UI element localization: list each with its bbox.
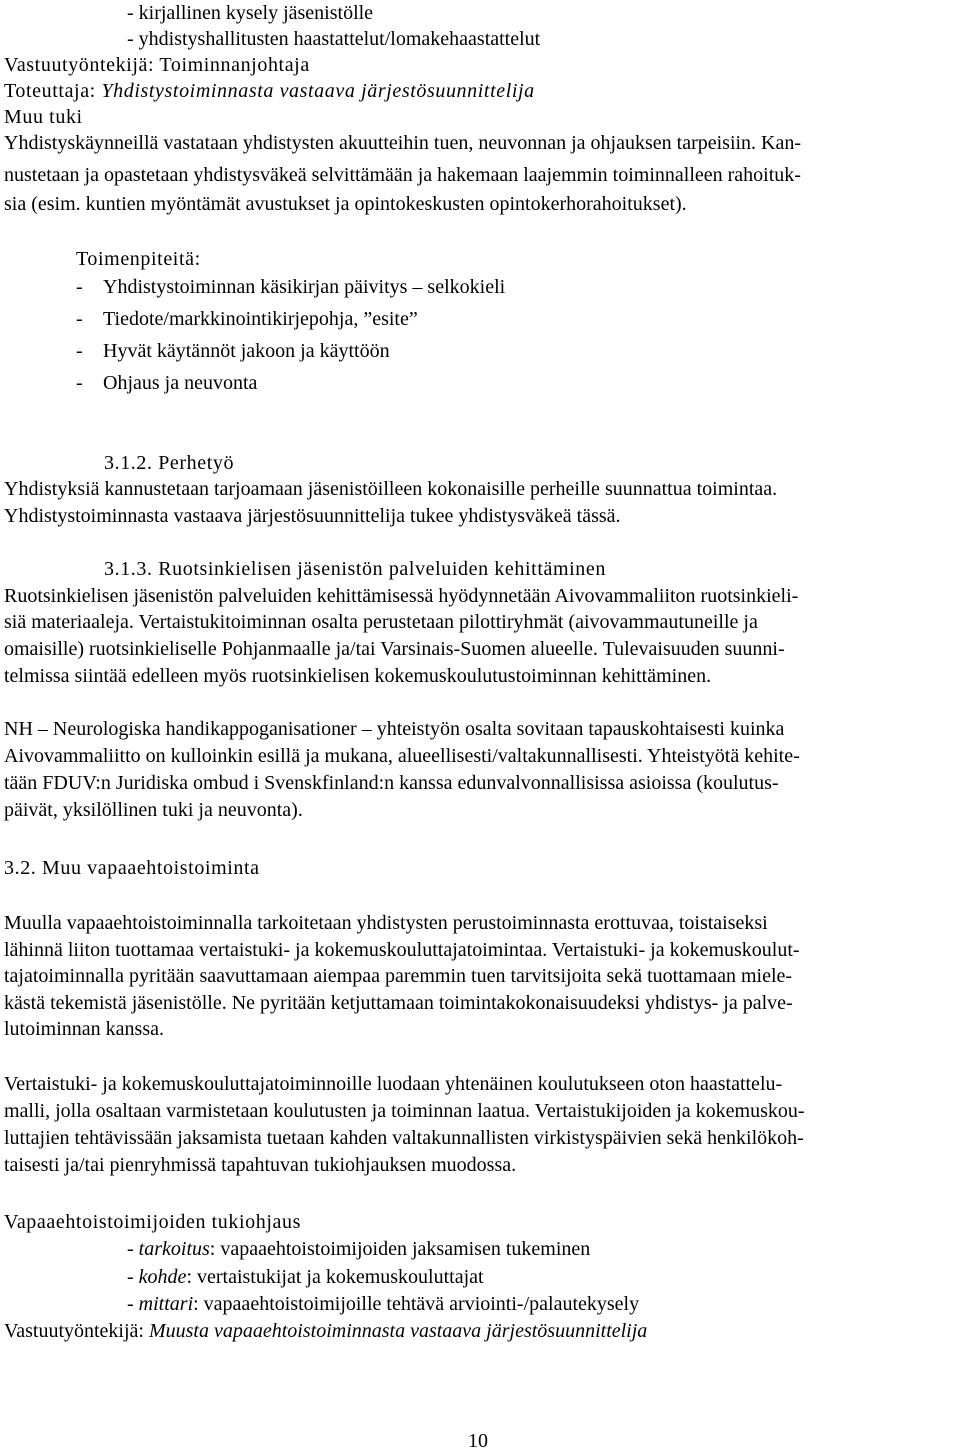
italic-term: tarkoitus [138, 1238, 210, 1260]
italic-term: kohde [138, 1266, 187, 1288]
text-line: Vastuutyöntekijä: Toiminnanjohtaja [4, 54, 310, 76]
text-line: telmissa siintää edelleen myös ruotsinkielisen kokemuskoulutustoiminnan kehittäminen. [4, 665, 712, 687]
bullet-dash: - [76, 308, 83, 330]
text-line: päivät, yksilöllinen tuki ja neuvonta). [4, 799, 303, 821]
measures-heading: Toimenpiteitä: [76, 248, 201, 270]
section-heading-32: 3.2. Muu vapaaehtoistoiminta [4, 857, 260, 879]
text-line: tajatoiminnalla pyritään saavuttamaan aiempaa paremmin tuen tarvitsijoita sekä tuottamaan miele- [4, 965, 793, 987]
text-line: omaisille) ruotsinkieliselle Pohjanmaalle ja/tai Varsinais-Suomen alueelle. Tulevaisuuden suunni- [4, 638, 785, 660]
text-line: Vertaistuki- ja kokemuskouluttajatoiminnoille luodaan yhtenäinen koulutukseen oton haastattelu- [4, 1073, 783, 1095]
list-item [76, 306, 418, 332]
list-item [76, 338, 390, 364]
text-line: Yhdistyksiä kannustetaan tarjoamaan jäsenistöilleen kokonaisille perheille suunnattua toimintaa. [4, 478, 778, 500]
text-line [4, 1318, 647, 1344]
bullet-dash: - [127, 1238, 139, 1260]
bullet-dash: - [127, 1293, 139, 1315]
bullet-dash: - [76, 372, 83, 394]
text-line: malli, jolla osaltaan varmistetaan koulutusten ja toiminnan laatua. Vertaistukijoiden ja kokemuskou- [4, 1100, 805, 1122]
list-item-text: : vertaistukijat ja kokemuskouluttajat [186, 1266, 484, 1288]
list-item-text: Tiedote/markkinointikirjepohja, ”esite” [103, 308, 418, 330]
text-line: Ruotsinkielisen jäsenistön palveluiden kehittämisessä hyödynnetään Aivovammaliiton ruotsinkieli- [4, 585, 799, 607]
text-line: tään FDUV:n Juridiska ombud i Svenskfinland:n kanssa edunvalvonnallisissa asioissa (koulutus- [4, 772, 779, 794]
list-item-text: Hyvät käytännöt jakoon ja käyttöön [103, 340, 390, 362]
italic-text: Muusta vapaaehtoistoiminnasta vastaava järjestösuunnittelija [148, 1320, 648, 1342]
list-item [76, 274, 505, 300]
italic-term: mittari [138, 1293, 194, 1315]
list-item-text: Yhdistystoiminnan käsikirjan päivitys – selkokieli [103, 276, 506, 298]
text-line: Yhdistyskäynneillä vastataan yhdistysten akuutteihin tuen, neuvonnan ja ohjauksen tarpeisiin. Kan- [4, 132, 802, 154]
italic-text: Yhdistystoiminnasta vastaava järjestösuunnittelija [101, 80, 535, 102]
text-line: kästä tekemistä jäsenistölle. Ne pyritään ketjuttamaan toimintakokonaisuudeksi yhdistys- ja palve- [4, 992, 793, 1014]
list-item [76, 370, 257, 396]
text-line: - kirjallinen kysely jäsenistölle [127, 2, 374, 24]
list-item-text: Ohjaus ja neuvonta [103, 372, 258, 394]
text-line: nustetaan ja opastetaan yhdistysväkeä selvittämään ja hakemaan laajemmin toiminnalleen rahoituk- [4, 164, 801, 186]
label: Toteuttaja: [4, 80, 102, 102]
list-item-text: : vapaaehtoistoimijoiden jaksamisen tukeminen [209, 1238, 591, 1260]
list-item [127, 1236, 590, 1262]
heading-muu-tuki: Muu tuki [4, 106, 83, 128]
label: Vastuutyöntekijä: [4, 1320, 149, 1342]
text-line [4, 78, 535, 104]
bullet-dash: - [76, 340, 83, 362]
text-line: - yhdistyshallitusten haastattelut/lomakehaastattelut [127, 28, 541, 50]
text-line: Aivovammaliitto on kulloinkin esillä ja mukana, alueellisesti/valtakunnallisesti. Yhteistyötä kehite- [4, 745, 800, 767]
bullet-dash: - [76, 276, 83, 298]
text-line: luttajien tehtävissään jaksamista tuetaan kahden valtakunnallisten virkistyspäivien sekä henkilökoh- [4, 1127, 804, 1149]
page-number: 10 [468, 1430, 488, 1452]
text-line: siä materiaaleja. Vertaistukitoiminnan osalta perustetaan pilottiryhmät (aivovammautuneille ja [4, 611, 758, 633]
text-line: Yhdistystoiminnasta vastaava järjestösuunnittelija tukee yhdistysväkeä tässä. [4, 505, 621, 527]
section-heading-313: 3.1.3. Ruotsinkielisen jäsenistön palveluiden kehittäminen [104, 558, 606, 580]
list-item [127, 1291, 639, 1317]
text-line: NH – Neurologiska handikappoganisationer – yhteistyön osalta sovitaan tapauskohtaisesti kuinka [4, 718, 785, 740]
section-heading-312: 3.1.2. Perhetyö [104, 452, 235, 474]
subheading-tukiohjaus: Vapaaehtoistoimijoiden tukiohjaus [4, 1211, 301, 1233]
list-item-text: : vapaaehtoistoimijoille tehtävä arviointi-/palautekysely [193, 1293, 640, 1315]
text-line: lähinnä liiton tuottamaa vertaistuki- ja kokemuskouluttajatoimintaa. Vertaistuki- ja kokemuskoulut- [4, 939, 800, 961]
text-line: Muulla vapaaehtoistoiminnalla tarkoitetaan yhdistysten perustoiminnasta erottuvaa, toistaiseksi [4, 912, 768, 934]
text-line: lutoiminnan kanssa. [4, 1018, 164, 1040]
list-item [127, 1264, 484, 1290]
bullet-dash: - [127, 1266, 139, 1288]
text-line: taisesti ja/tai pienryhmissä tapahtuvan tukiohjauksen muodossa. [4, 1154, 517, 1176]
text-line: sia (esim. kuntien myöntämät avustukset ja opintokeskusten opintokerhorahoitukset). [4, 193, 687, 215]
